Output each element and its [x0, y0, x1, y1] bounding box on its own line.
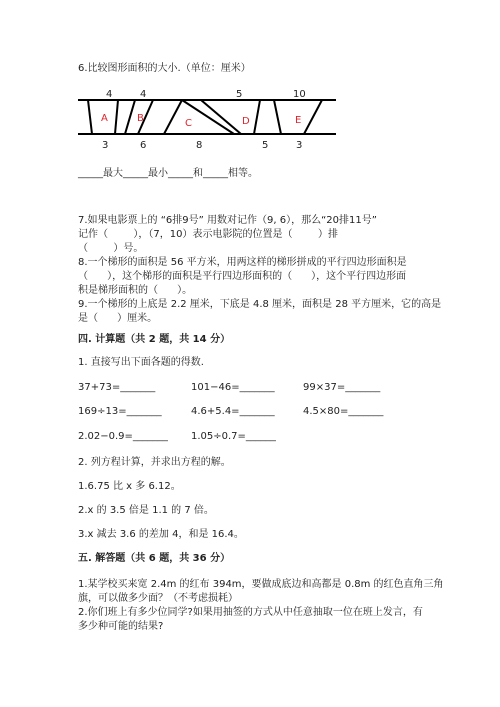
- question-7-line-1: 7.如果电影票上的 “6排9号” 用数对记作（9, 6），那么“20排11号”: [78, 215, 377, 226]
- shape-e-right-edge: [304, 100, 322, 134]
- figure-top-label-a: 4: [106, 89, 113, 100]
- calc-item: 101−46=_______: [191, 382, 275, 393]
- figure-bottom-label-c: 8: [196, 140, 203, 150]
- equation-item: 1.6.75 比 x 多 6.12。: [78, 481, 181, 492]
- figure-top-label-b: 4: [140, 89, 147, 100]
- shape-b-left-edge: [125, 100, 135, 134]
- figure-top-label-c: 5: [236, 89, 243, 100]
- question-6-answer-line: _____最大_____最小_____和_____相等。: [78, 168, 258, 179]
- question-7-line-3: （ ）号。: [78, 243, 144, 254]
- section-4-q1-title: 1. 直接写出下面各题的得数.: [78, 357, 204, 368]
- question-9-line-1: 9.一个梯形的上底是 2.2 厘米，下底是 4.8 厘米，面积是 28 平方厘米，它的高是: [78, 299, 442, 310]
- shape-letter-e: E: [295, 115, 302, 126]
- section-5-q1-line-2: 旗，可以做多少面？（不考虑损耗）: [78, 593, 238, 604]
- equation-item: 3.x 减去 3.6 的差加 4，和是 16.4。: [78, 529, 244, 540]
- figure-top-label-e: 10: [293, 89, 306, 100]
- calc-item: 37+73=_______: [78, 382, 156, 393]
- question-7-line-2: 记作（ ），（7，10）表示电影院的位置是（ ）排: [78, 229, 338, 240]
- figure-bottom-label-b: 6: [140, 140, 147, 150]
- question-9-line-2: 是（ ）厘米。: [78, 313, 158, 324]
- figure-bottom-label-d: 5: [262, 140, 269, 150]
- calc-item: 99×37=_______: [303, 382, 381, 393]
- shape-letter-a: A: [101, 113, 108, 124]
- calc-item: 4.6+5.4=_______: [191, 406, 275, 417]
- question-8-line-2: （ ），这个梯形的面积是平行四边形面积的（ ），这个平行四边形面: [78, 271, 407, 282]
- shape-c-left-edge: [164, 100, 182, 134]
- shape-letter-c: C: [185, 118, 192, 129]
- shape-a-right-edge: [115, 100, 118, 134]
- figure-bottom-label-a: 3: [102, 140, 109, 150]
- calc-item: 4.5×80=_______: [303, 406, 384, 417]
- trapezoid-figure: [78, 86, 338, 150]
- shape-a-left-edge: [88, 100, 92, 134]
- calc-item: 169÷13=_______: [78, 406, 162, 417]
- question-8-line-1: 8.一个梯形的面积是 56 平方米，用两这样的梯形拼成的平行四边形面积是: [78, 257, 407, 268]
- section-5-q2-line-2: 多少种可能的结果?: [78, 621, 164, 632]
- shape-letter-b: B: [137, 113, 144, 124]
- section-5-heading: 五. 解答题（共 6 题，共 36 分）: [78, 553, 231, 564]
- section-4-heading: 四. 计算题（共 2 题，共 14 分）: [78, 334, 231, 345]
- section-5-q2-line-1: 2.你们班上有多少位同学?如果用抽签的方式从中任意抽取一位在班上发言，有: [78, 607, 423, 618]
- calc-item: 1.05÷0.7=______: [191, 431, 276, 442]
- question-6-title: 6.比较图形面积的大小.（单位：厘米）: [78, 63, 251, 74]
- section-5-q1-line-1: 1.某学校买来宽 2.4m 的红布 394m，要做成底边和高都是 0.8m 的红色直角三角: [78, 579, 444, 590]
- equation-item: 2.x 的 3.5 倍是 1.1 的 7 倍。: [78, 505, 214, 516]
- calc-item: 2.02−0.9=_______: [78, 431, 168, 442]
- question-8-line-3: 积是梯形面积的（ ）。: [78, 285, 193, 296]
- section-4-q2-title: 2. 列方程计算，并求出方程的解。: [78, 457, 231, 468]
- figure-bottom-label-e: 3: [296, 140, 303, 150]
- shape-e-left-edge: [274, 100, 281, 134]
- shape-letter-d: D: [242, 116, 250, 127]
- shape-d-right-edge: [254, 100, 260, 134]
